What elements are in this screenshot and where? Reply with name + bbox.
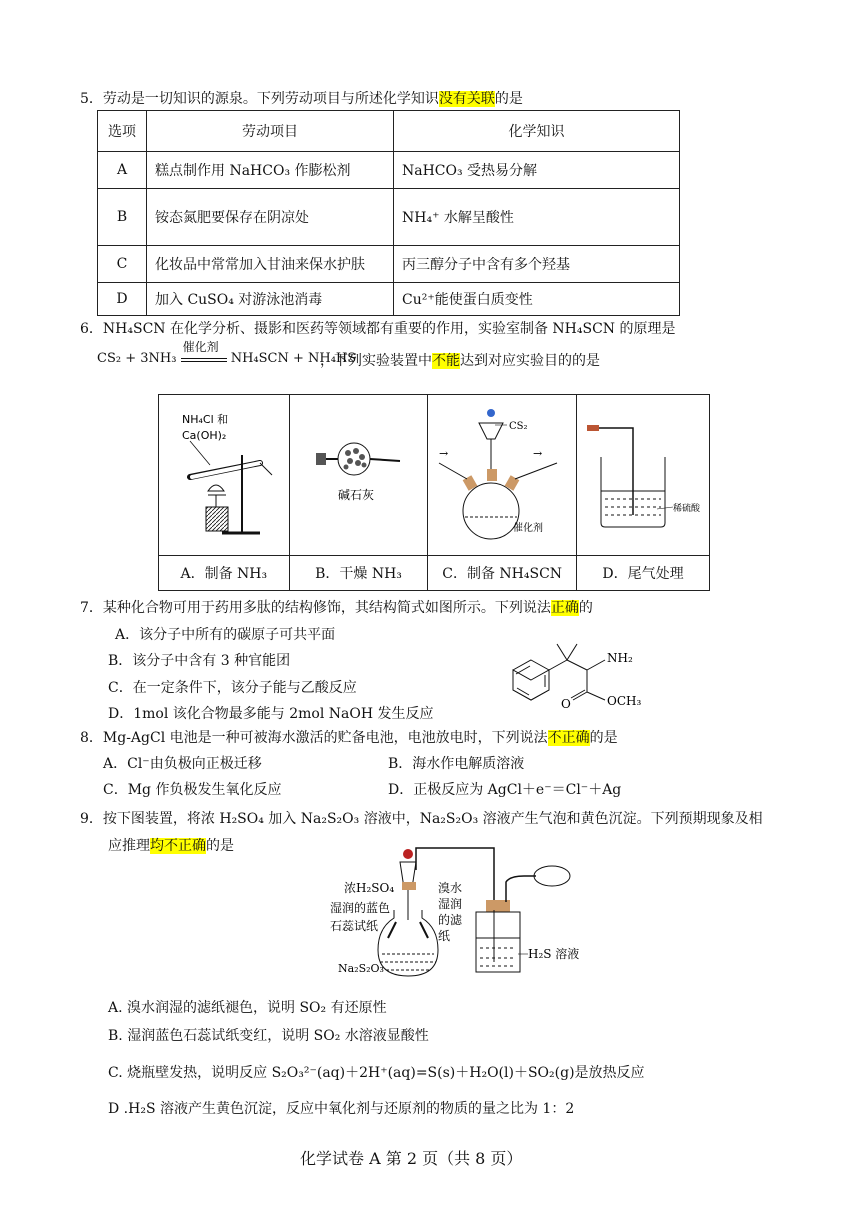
table-row [98, 283, 680, 316]
tail-gas-absorber-diagram [577, 395, 709, 551]
fig-c-label-catalyst: 催化剂 [513, 523, 544, 534]
option-b-label: B．干燥 NH₃ [289, 556, 428, 591]
option-a-label: A．制备 NH₃ [159, 556, 290, 591]
q5-stem [80, 88, 523, 108]
figure-d-cell [577, 395, 710, 556]
q8-stem-text: 8．Mg-AgCl 电池是一种可被海水激活的贮备电池，电池放电时，下列说法 [80, 730, 548, 746]
row-option: C [98, 246, 147, 283]
fig-bromine-label3: 的滤 [438, 913, 463, 927]
q6-stem-line1: 6．NH₄SCN 在化学分析、摄影和医药等领域都有重要的作用，实验室制备 NH₄SCN 的原理是 [80, 321, 676, 337]
struct-nh2-label: NH₂ [607, 651, 633, 665]
drying-tube-diagram [290, 395, 426, 551]
q8-stem-suffix: 的是 [589, 730, 618, 746]
row-labor: 化妆品中常常加入甘油来保水护肤 [147, 246, 394, 283]
q5-stem-suffix: 的是 [494, 91, 523, 107]
q8-option-b: B．海水作电解质溶液 [388, 756, 525, 772]
q9-option-b: B. 湿润蓝色石蕊试纸变红，说明 SO₂ 水溶液显酸性 [108, 1028, 429, 1044]
fig-litmus-label1: 湿润的蓝色 [330, 901, 391, 915]
q6-stem-prefix: ，下列实验装置中 [320, 353, 432, 369]
q9-stem-highlight: 均不正确 [150, 838, 206, 854]
struct-och3-label: OCH₃ [607, 694, 642, 708]
q8-option-d: D．正极反应为 AgCl＋e⁻＝Cl⁻＋Ag [388, 782, 622, 798]
three-neck-flask-diagram [429, 395, 575, 551]
page-footer: 化学试卷 A 第 2 页（共 8 页） [300, 1149, 523, 1168]
fig-d-label: 稀硫酸 [673, 504, 701, 514]
fig-h2so4-label: 浓H₂SO₄ [344, 881, 395, 895]
equation-catalyst: 催化剂 [182, 340, 219, 354]
q9-stem-prefix: 应推理 [108, 838, 150, 854]
q7-option-d: D．1mol 该化合物最多能与 2mol NaOH 发生反应 [108, 706, 434, 722]
q9-stem-line1: 9．按下图装置，将浓 H₂SO₄ 加入 Na₂S₂O₃ 溶液中，Na₂S₂O₃ 溶液产生气泡和黄色沉淀。下列预期现象及相 [80, 811, 763, 827]
q9-option-d: D .H₂S 溶液产生黄色沉淀，反应中氧化剂与还原剂的物质的量之比为 1：2 [108, 1101, 575, 1117]
fig-a-label1: NH₄Cl 和 [181, 413, 228, 426]
table-row [98, 189, 680, 246]
figure-a-cell [159, 395, 290, 556]
header-labor: 劳动项目 [147, 111, 394, 152]
figure-b-cell [289, 395, 428, 556]
apparatus-labels-row [159, 556, 710, 591]
equation-arrow [181, 340, 227, 362]
q5-stem-text: 5．劳动是一切知识的源泉。下列劳动项目与所述化学知识 [80, 91, 439, 107]
table-row [98, 246, 680, 283]
option-d-label: D．尾气处理 [577, 556, 710, 591]
ammonia-generator-diagram [160, 395, 288, 551]
row-option: D [98, 283, 147, 316]
fig-litmus-label2: 石蕊试纸 [330, 919, 379, 933]
fig-c-label-cs2: CS₂ [509, 421, 528, 432]
struct-o-label: O [561, 697, 571, 711]
q8-stem [80, 727, 618, 747]
q5-table [97, 110, 680, 316]
row-labor: 糕点制作用 NaHCO₃ 作膨松剂 [147, 152, 394, 189]
equation-reactants: CS₂ + 3NH₃ [97, 351, 177, 366]
fig-bromine-label2: 湿润 [438, 897, 463, 911]
row-option: B [98, 189, 147, 246]
fig-bromine-label1: 溴水 [438, 881, 463, 895]
row-labor: 加入 CuSO₄ 对游泳池消毒 [147, 283, 394, 316]
q7-stem-suffix: 的 [578, 600, 593, 616]
q9-apparatus-diagram [330, 842, 600, 982]
equation-products: NH₄SCN + NH₄HS [230, 351, 357, 366]
q9-stem-suffix: 的是 [206, 838, 234, 854]
fig-b-label: 碱石灰 [338, 488, 375, 502]
fig-na2s2o3-label: Na₂S₂O₃ [338, 962, 384, 975]
q7-stem-text: 7．某种化合物可用于药用多肽的结构修饰，其结构简式如图所示。下列说法 [80, 600, 551, 616]
q7-stem-highlight: 正确 [550, 600, 579, 616]
apparatus-figures-row [159, 395, 710, 556]
q9-option-a: A. 溴水润湿的滤纸褪色，说明 SO₂ 有还原性 [108, 1000, 387, 1016]
svg-text:→: → [533, 447, 543, 460]
q5-stem-highlight: 没有关联 [438, 91, 495, 107]
fig-a-label2: Ca(OH)₂ [181, 429, 227, 442]
q7-structure-diagram [505, 630, 685, 730]
option-c-label: C．制备 NH₄SCN [428, 556, 577, 591]
q9-option-c: C. 烧瓶壁发热，说明反应 S₂O₃²⁻(aq)＋2H⁺(aq)=S(s)＋H₂O(l)＋SO₂(g)是放热反应 [108, 1065, 645, 1081]
fig-h2s-label: H₂S 溶液 [528, 947, 580, 961]
q7-option-c: C．在一定条件下，该分子能与乙酸反应 [108, 680, 357, 696]
q7-stem [80, 597, 593, 617]
q7-option-a: A．该分子中所有的碳原子可共平面 [115, 627, 336, 643]
q6-equation [97, 340, 357, 366]
table-row [98, 152, 680, 189]
header-knowledge: 化学知识 [394, 111, 680, 152]
fig-bromine-label4: 纸 [438, 929, 451, 943]
q7-option-b: B．该分子中含有 3 种官能团 [108, 653, 291, 669]
row-labor: 铵态氮肥要保存在阴凉处 [147, 189, 394, 246]
q8-option-c: C．Mg 作负极发生氧化反应 [103, 782, 282, 798]
svg-text:→: → [439, 447, 449, 460]
row-knowledge: NH₄⁺ 水解呈酸性 [394, 189, 680, 246]
q9-stem-line2 [108, 835, 234, 855]
q8-option-a: A．Cl⁻由负极向正极迁移 [103, 756, 262, 772]
row-option: A [98, 152, 147, 189]
q8-stem-highlight: 不正确 [547, 730, 590, 746]
q6-apparatus-table [158, 394, 710, 591]
row-knowledge: NaHCO₃ 受热易分解 [394, 152, 680, 189]
figure-c-cell [428, 395, 577, 556]
row-knowledge: 丙三醇分子中含有多个羟基 [394, 246, 680, 283]
table-header-row [98, 111, 680, 152]
q6-stem-highlight: 不能 [432, 353, 460, 369]
q6-stem-suffix: 达到对应实验目的的是 [460, 353, 600, 369]
header-option: 选项 [98, 111, 147, 152]
q6-stem-line2 [320, 350, 600, 370]
row-knowledge: Cu²⁺能使蛋白质变性 [394, 283, 680, 316]
